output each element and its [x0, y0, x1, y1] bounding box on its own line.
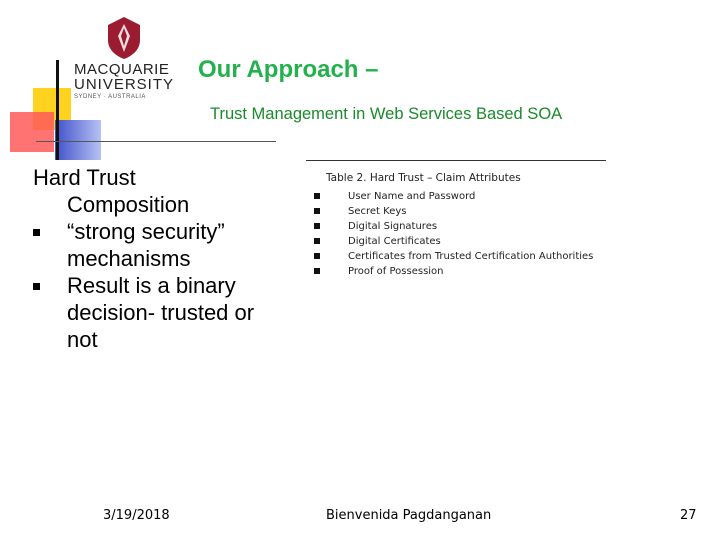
logo-line-3: SYDNEY · AUSTRALIA	[74, 94, 146, 100]
slide-subtitle: Trust Management in Web Services Based SOA	[210, 105, 563, 123]
square-bullet-icon	[314, 223, 320, 229]
footer-date: 3/19/2018	[103, 508, 170, 523]
table-caption: Table 2. Hard Trust – Claim Attributes	[326, 172, 521, 184]
table-item-text: Digital Signatures	[348, 221, 438, 232]
square-bullet-icon	[33, 283, 40, 290]
logo-line-1: MACQUARIE	[74, 61, 170, 78]
slide-title: Our Approach –	[198, 56, 379, 83]
university-logo-text	[74, 62, 174, 102]
body-bullet-item	[33, 218, 283, 272]
table-item-text: Digital Certificates	[348, 236, 441, 247]
square-bullet-icon	[314, 238, 320, 244]
square-bullet-icon	[314, 208, 320, 214]
table-item	[314, 234, 593, 249]
body-bullet-text: “strong security” mechanisms	[67, 219, 225, 271]
table-item	[314, 204, 593, 219]
decor-red-square	[10, 112, 54, 152]
footer-author: Bienvenida Pagdanganan	[326, 508, 492, 523]
logo-line-2: UNIVERSITY	[74, 76, 175, 93]
body-heading-line-2: Composition	[67, 192, 190, 217]
square-bullet-icon	[314, 253, 320, 259]
table-item-text: Proof of Possession	[348, 266, 444, 277]
claim-attributes-table	[306, 160, 606, 280]
table-item-list	[314, 189, 593, 279]
decor-blue-square	[55, 120, 101, 160]
body-bullet-text: Result is a binary decision- trusted or not	[67, 273, 255, 352]
square-bullet-icon	[314, 268, 320, 274]
table-item	[314, 219, 593, 234]
body-bullet-list	[33, 218, 283, 353]
table-item-text: User Name and Password	[348, 191, 476, 202]
decor-vertical-line	[56, 60, 59, 160]
slide-body	[33, 164, 283, 353]
table-item	[314, 264, 593, 279]
table-item	[314, 249, 593, 264]
body-heading-line-1: Hard Trust	[33, 165, 136, 190]
table-item-text: Secret Keys	[348, 206, 407, 217]
table-top-rule	[306, 160, 606, 161]
table-item-text: Certificates from Trusted Certification Authorities	[348, 251, 594, 262]
body-bullet-item	[33, 272, 283, 353]
university-shield-icon	[106, 16, 142, 60]
footer-page-number: 27	[680, 508, 697, 523]
decor-horizontal-line	[36, 141, 276, 142]
table-item	[314, 189, 593, 204]
square-bullet-icon	[314, 193, 320, 199]
square-bullet-icon	[33, 229, 40, 236]
